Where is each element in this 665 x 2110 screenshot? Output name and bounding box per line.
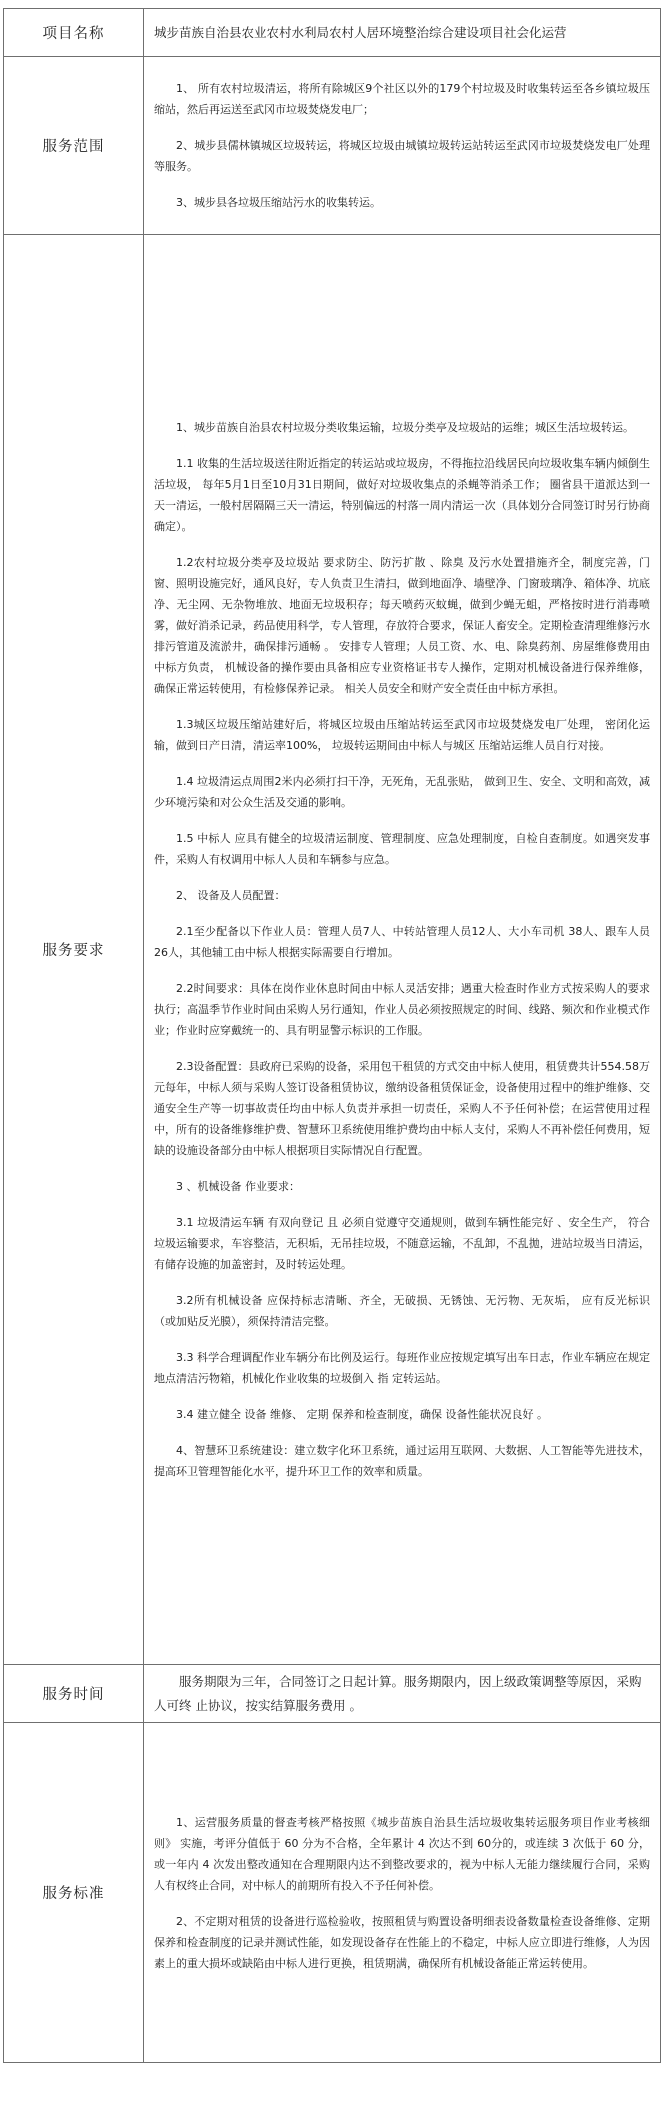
requirement-paragraph: 2.1至少配备以下作业人员：管理人员7人、中转站管理人员12人、大小车司机 38人、跟车人员26人，其他辅工由中标人根据实际需要自行增加。	[154, 925, 650, 959]
requirement-paragraph: 2.2时间要求：具体在岗作业休息时间由中标人灵活安排；遇重大检查时作业方式按采购人的要求执行；高温季节作业时间由采购人另行通知，作业人员必须按照规定的时间、线路、频次和作业模式作业；作业时应穿戴统一的、具有明显警示标识的工作服。	[154, 982, 650, 1037]
requirement-paragraph: 3.2所有机械设备 应保持标志清晰、齐全，无破损、无锈蚀、无污物、无灰垢， 应有反光标识（或加贴反光膜），须保持清洁完整。	[154, 1294, 650, 1328]
service-standards-content	[144, 1723, 661, 2063]
requirement-paragraph: 3.1 垃圾清运车辆 有双向登记 且 必须自觉遵守交通规则，做到车辆性能完好 、安全生产， 符合垃圾运输要求，车容整洁，无积垢，无吊挂垃圾，不随意运输，不乱卸，不乱拋，进站垃圾当日清运，有储存设施的加盖密封，及时转运处理。	[154, 1216, 650, 1271]
scope-paragraph: 2、城步县儒林镇城区垃圾转运，将城区垃圾由城镇垃圾转运站转运至武冈市垃圾焚烧发电厂处理等服务。	[154, 139, 650, 173]
service-standards-row	[4, 1723, 661, 2063]
service-time-row	[4, 1665, 661, 1723]
requirement-paragraph: 4、智慧环卫系统建设：建立数字化环卫系统，通过运用互联网、大数据、人工智能等先进技术，提高环卫管理智能化水平，提升环卫工作的效率和质量。	[154, 1444, 650, 1478]
requirement-paragraph: 3.3 科学合理调配作业车辆分布比例及运行。每班作业应按规定填写出车日志，作业车辆应在规定地点清洁污物箱，机械化作业收集的垃圾倒入 指 定转运站。	[154, 1351, 650, 1385]
requirement-paragraph: 1.2农村垃圾分类亭及垃圾站 要求防尘、防污扩散 、除臭 及污水处置措施齐全，制度完善，门窗、照明设施完好，通风良好，专人负责卫生清扫，做到地面净、墙壁净、门窗玻璃净、箱体净、坑底净、无尘网、无杂物堆放、地面无垃圾积存；每天喷药灭蚊蝇，做到少蝇无蛆，严格按时进行消毒喷雾，做好消杀记录，药品使用科学，专人管理，存放符合要求，保证人畜安全。定期检查清理维修污水排污管道及流淤井，确保排污通畅 。 安排专人管理；人员工资、水、电、除臭药剂、房屋维修费用由中标方负责， 机械设备的操作要由具备相应专业资格证书专人操作，定期对机械设备进行保养维修， 确保正常运转使用，有检修保养记录。 相关人员安全和财产安全责任由中标方承担。	[154, 556, 650, 695]
requirement-paragraph: 1.5 中标人 应具有健全的垃圾清运制度、管理制度、应急处理制度，自检自查制度。如遇突发事件，采购人有权调用中标人人员和车辆参与应急。	[154, 832, 650, 866]
service-spec-table	[3, 8, 661, 2063]
requirement-paragraph: 1.1 收集的生活垃圾送往附近指定的转运站或垃圾房，不得拖拉沿线居民向垃圾收集车辆内倾倒生活垃圾， 每年5月1日至10月31日期间，做好对垃圾收集点的杀蝇等消杀工作； 圈省县干道派达到一天一清运，一般村居隔隔三天一清运，特别偏远的村落一周内清运一次（具体划分合同签订时另行协商确定）。	[154, 457, 650, 533]
requirement-paragraph: 3 、机械设备 作业要求：	[176, 1180, 300, 1193]
requirement-paragraph: 2、 设备及人员配置：	[176, 889, 286, 902]
requirement-paragraph: 1.4 垃圾清运点周围2米内必须打扫干净，无死角，无乱张贴， 做到卫生、安全、文明和高效，减少环境污染和对公众生活及交通的影响。	[154, 775, 650, 809]
service-time-text: 服务期限为三年，合同签订之日起计算。服务期限内，因上级政策调整等原因，采购人可终 止协议，按实结算服务费用 。	[154, 1673, 642, 1713]
scope-paragraph: 1、 所有农村垃圾清运，将所有除城区9个社区以外的179个村垃圾及时收集转运至各乡镇垃圾压缩站，然后再运送至武冈市垃圾焚烧发电厂；	[154, 82, 650, 116]
project-name-value: 城步苗族自治县农业农村水利局农村人居环境整治综合建设项目社会化运营	[144, 9, 661, 57]
service-time-label: 服务时间	[4, 1665, 144, 1723]
service-requirements-content	[144, 235, 661, 1665]
requirement-paragraph: 1.3城区垃圾压缩站建好后，将城区垃圾由压缩站转运至武冈市垃圾焚烧发电厂处理， 密闭化运输，做到日产日清，清运率100%， 垃圾转运期间由中标人与城区 压缩站运维人员自行对接。	[154, 718, 650, 752]
service-requirements-label: 服务要求	[4, 235, 144, 1665]
standard-paragraph: 1、运营服务质量的督查考核严格按照《城步苗族自治县生活垃圾收集转运服务项目作业考核细则》 实施，考评分值低于 60 分为不合格，全年累计 4 次达不到 60分的，或连续 3 次低于 60 分，或一年内 4 次发出整改通知在合理期限内达不到整改要求的，视为中标人无能力继续履行合同，采购人有权终止合同，对中标人的前期所有投入不予任何补偿。	[154, 1815, 650, 1892]
requirement-paragraph: 3.4 建立健全 设备 维修、 定期 保养和检查制度，确保 设备性能状况良好 。	[176, 1408, 548, 1421]
service-requirements-row	[4, 235, 661, 1665]
requirement-paragraph: 2.3设备配置：县政府已采购的设备，采用包干租赁的方式交由中标人使用，租赁费共计554.58万元每年，中标人须与采购人签订设备租赁协议，缴纳设备租赁保证金，设备使用过程中的维护维修、交通安全生产等一切事故责任均由中标人负责并承担一切责任，采购人不予任何补偿；在运营使用过程中，所有的设备维修维护费、智慧环卫系统使用维护费均由中标人支付，采购人不再补偿任何费用，短缺的设施设备部分由中标人根据项目实际情况自行配置。	[154, 1060, 650, 1157]
service-standards-label: 服务标准	[4, 1723, 144, 2063]
service-scope-label: 服务范围	[4, 57, 144, 235]
service-time-content	[144, 1665, 661, 1723]
project-name-row	[4, 9, 661, 57]
standard-paragraph: 2、不定期对租赁的设备进行巡检验收，按照租赁与购置设备明细表设备数量检查设备维修、定期保养和检查制度的记录并测试性能，如发现设备存在性能上的不稳定，中标人应立即进行维修，人为因素上的重大损坏或缺陷由中标人进行更换，租赁期满，确保所有机械设备能正常运转使用。	[154, 1914, 650, 1970]
project-name-label: 项目名称	[4, 9, 144, 57]
scope-paragraph: 3、城步县各垃圾压缩站污水的收集转运。	[176, 196, 381, 209]
service-scope-content	[144, 57, 661, 235]
requirement-paragraph: 1、城步苗族自治县农村垃圾分类收集运输，垃圾分类亭及垃圾站的运维；城区生活垃圾转运。	[176, 421, 634, 434]
service-scope-row	[4, 57, 661, 235]
